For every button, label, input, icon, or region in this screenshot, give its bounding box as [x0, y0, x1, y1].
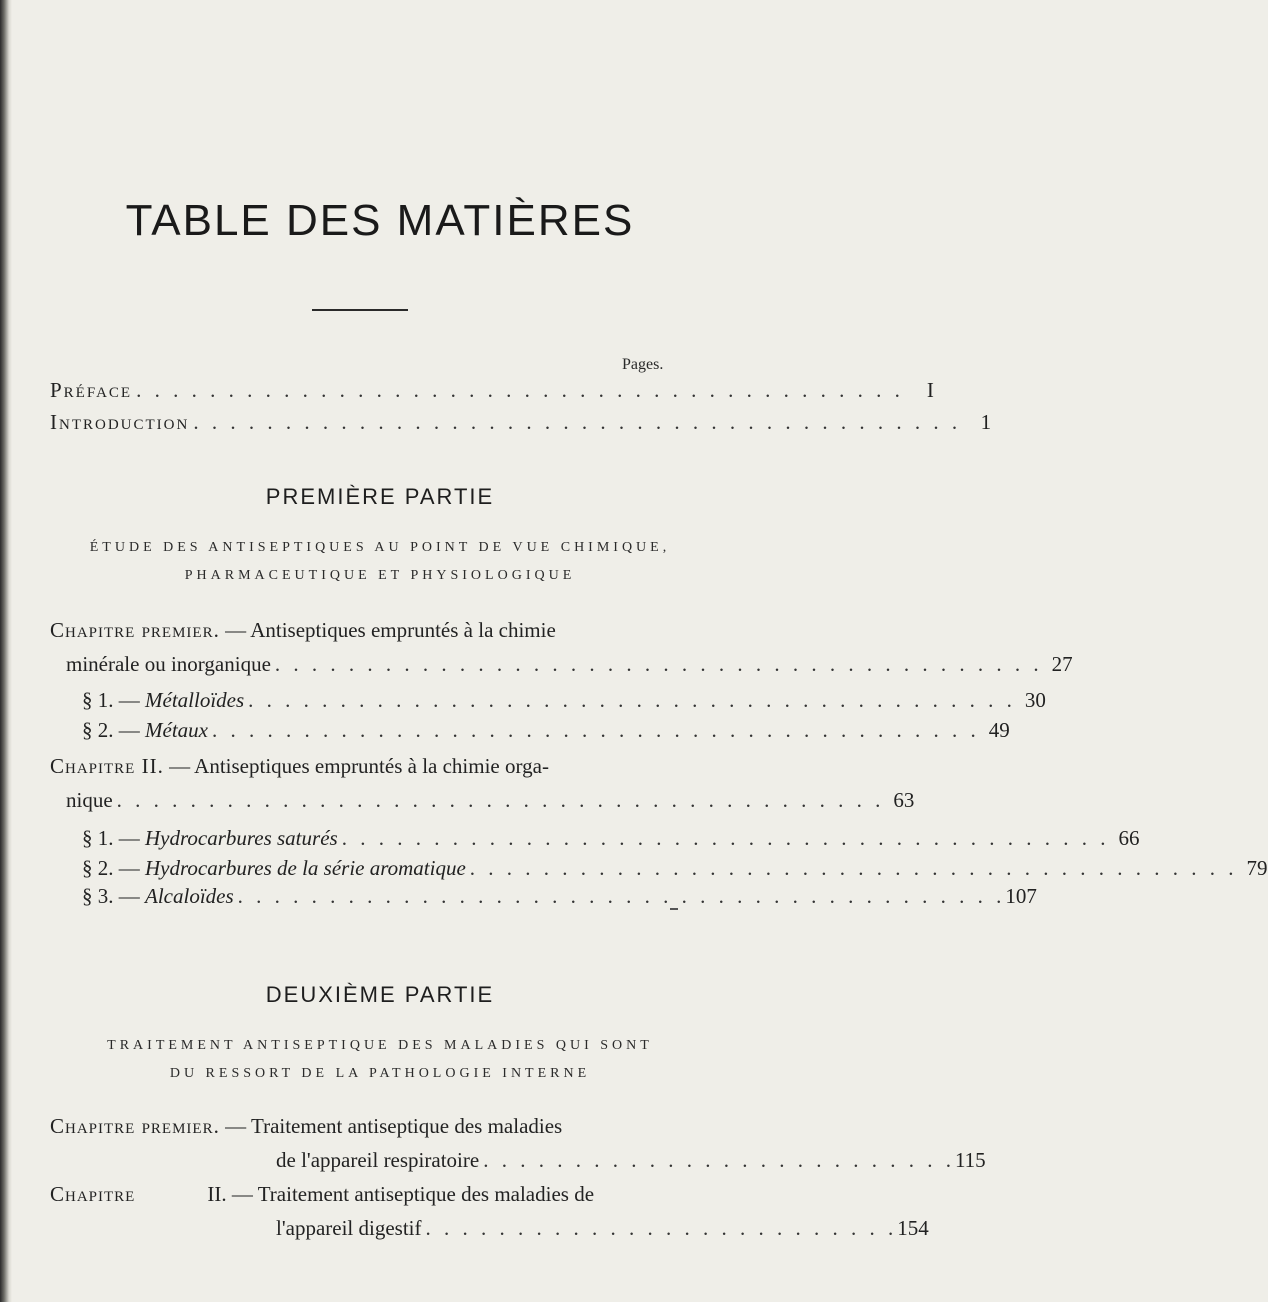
- section-number: § 2. —: [82, 856, 145, 880]
- part-one-subtitle-line2: PHARMACEUTIQUE ET PHYSIOLOGIQUE: [184, 568, 576, 583]
- chapter-title-line2: nique: [66, 788, 113, 812]
- toc-entry-metalloides[interactable]: [82, 688, 1046, 713]
- chapter-title-line2: l'appareil digestif: [276, 1216, 422, 1240]
- leader-dots: . . . . . . . . . . . . . . . . . . . . . . . . . . . . . . . . . . . . . . . . . .: [211, 718, 980, 742]
- chapter-title-line2: de l'appareil respiratoire: [276, 1148, 480, 1172]
- chapter-prefix: Chapitre: [50, 1182, 136, 1206]
- section-number: § 1. —: [82, 688, 145, 712]
- toc-entry-page: I: [926, 378, 934, 402]
- section-label: Hydrocarbures saturés: [145, 826, 338, 850]
- section-label: Hydrocarbures de la série aromatique: [145, 856, 466, 880]
- printer-mark: [670, 908, 678, 910]
- part-one-title: PREMIÈRE PARTIE: [265, 484, 495, 509]
- chapter-prefix: Chapitre II.: [50, 754, 164, 778]
- chapter-title-line2: minérale ou inorganique: [66, 652, 271, 676]
- leader-dots: . . . . . . . . . . . . . . . . . . . . . . . . . . . . . . . . . . . . . . . . . .: [136, 378, 904, 402]
- leader-dots: . . . . . . . . . . . . . . . . . . . . . . . . . . . . . . . . . . . . . . . . . .: [341, 826, 1110, 850]
- leader-dots: . . . . . . . . . . . . . . . . . . . . . . . . . .: [483, 1148, 955, 1172]
- toc-entry-page: 1: [980, 410, 992, 434]
- part-one-subtitle-line1: ÉTUDE DES ANTISEPTIQUES AU POINT DE VUE CHIMIQUE,: [89, 540, 671, 555]
- leader-dots: . . . . . . . . . . . . . . . . . . . . . . . . . . . . . . . . . . . . . . . . . .: [193, 410, 962, 434]
- chapter-title-line1: — Antiseptiques empruntés à la chimie orga-: [163, 754, 549, 778]
- toc-entry-page: 107: [1005, 884, 1037, 908]
- part-two-subtitle-line1: TRAITEMENT ANTISEPTIQUE DES MALADIES QUI SONT: [107, 1038, 653, 1053]
- toc-entry-page: 49: [988, 718, 1010, 742]
- toc-entry-part2-chapter1[interactable]: [276, 1148, 986, 1173]
- leader-dots: . . . . . . . . . . . . . . . . . . . . . . . . . . . . . . . . . . . . . . . . . .: [237, 884, 1006, 908]
- leader-dots: . . . . . . . . . . . . . . . . . . . . . . . . . . . . . . . . . . . . . . . . . .: [274, 652, 1043, 676]
- toc-entry-part2-chapter2[interactable]: [276, 1216, 929, 1241]
- part2-chapter2-heading[interactable]: [50, 1182, 594, 1207]
- toc-entry-page: 27: [1051, 652, 1073, 676]
- pages-column-label: Pages.: [622, 356, 664, 373]
- leader-dots: . . . . . . . . . . . . . . . . . . . . . . . . . . . . . . . . . . . . . . . . . .: [116, 788, 885, 812]
- chapter-title-line1: — Traitement antiseptique des maladies: [219, 1114, 563, 1138]
- toc-entry-part1-chapter2[interactable]: [66, 788, 915, 813]
- chapter-number: II.: [207, 1182, 227, 1206]
- title-divider: [312, 309, 408, 311]
- toc-entry-label: Préface: [50, 378, 133, 402]
- section-number: § 2. —: [82, 718, 145, 742]
- part1-chapter2-heading[interactable]: [50, 754, 549, 779]
- toc-entry-introduction[interactable]: [50, 410, 992, 435]
- chapter-title-line1: — Traitement antiseptique des maladies de: [226, 1182, 595, 1206]
- toc-entry-page: 79: [1246, 856, 1268, 880]
- section-number: § 1. —: [82, 826, 145, 850]
- toc-entry-page: 154: [897, 1216, 929, 1240]
- leader-dots: . . . . . . . . . . . . . . . . . . . . . . . . . .: [425, 1216, 898, 1240]
- toc-entry-metaux[interactable]: [82, 718, 1010, 743]
- page-title: TABLE DES MATIÈRES: [125, 196, 635, 245]
- toc-entry-preface[interactable]: [50, 378, 934, 403]
- toc-entry-alcaloides[interactable]: [82, 884, 1037, 909]
- part-two-subtitle-line2: DU RESSORT DE LA PATHOLOGIE INTERNE: [169, 1066, 591, 1081]
- chapter-prefix: Chapitre premier.: [50, 1114, 220, 1138]
- toc-entry-page: 66: [1118, 826, 1140, 850]
- toc-entry-page: 63: [893, 788, 915, 812]
- toc-entry-page: 115: [954, 1148, 986, 1172]
- toc-entry-part1-chapter1[interactable]: [66, 652, 1073, 677]
- section-number: § 3. —: [82, 884, 145, 908]
- part1-chapter1-heading[interactable]: [50, 618, 556, 643]
- toc-entry-hydrocarbures-satures[interactable]: [82, 826, 1140, 851]
- part2-chapter1-heading[interactable]: [50, 1114, 562, 1139]
- section-label: Métalloïdes: [145, 688, 245, 712]
- part-two-title: DEUXIÈME PARTIE: [265, 982, 495, 1007]
- leader-dots: . . . . . . . . . . . . . . . . . . . . . . . . . . . . . . . . . . . . . . . . . .: [248, 688, 1016, 712]
- toc-entry-label: Introduction: [50, 410, 190, 434]
- section-label: Métaux: [145, 718, 208, 742]
- toc-entry-page: 30: [1024, 688, 1046, 712]
- section-label: Alcaloïdes: [145, 884, 234, 908]
- chapter-title-line1: — Antiseptiques empruntés à la chimie: [219, 618, 556, 642]
- chapter-prefix: Chapitre premier.: [50, 618, 220, 642]
- leader-dots: . . . . . . . . . . . . . . . . . . . . . . . . . . . . . . . . . . . . . . . . . .: [469, 856, 1238, 880]
- toc-entry-hydrocarbures-aromatiques[interactable]: [82, 856, 1268, 881]
